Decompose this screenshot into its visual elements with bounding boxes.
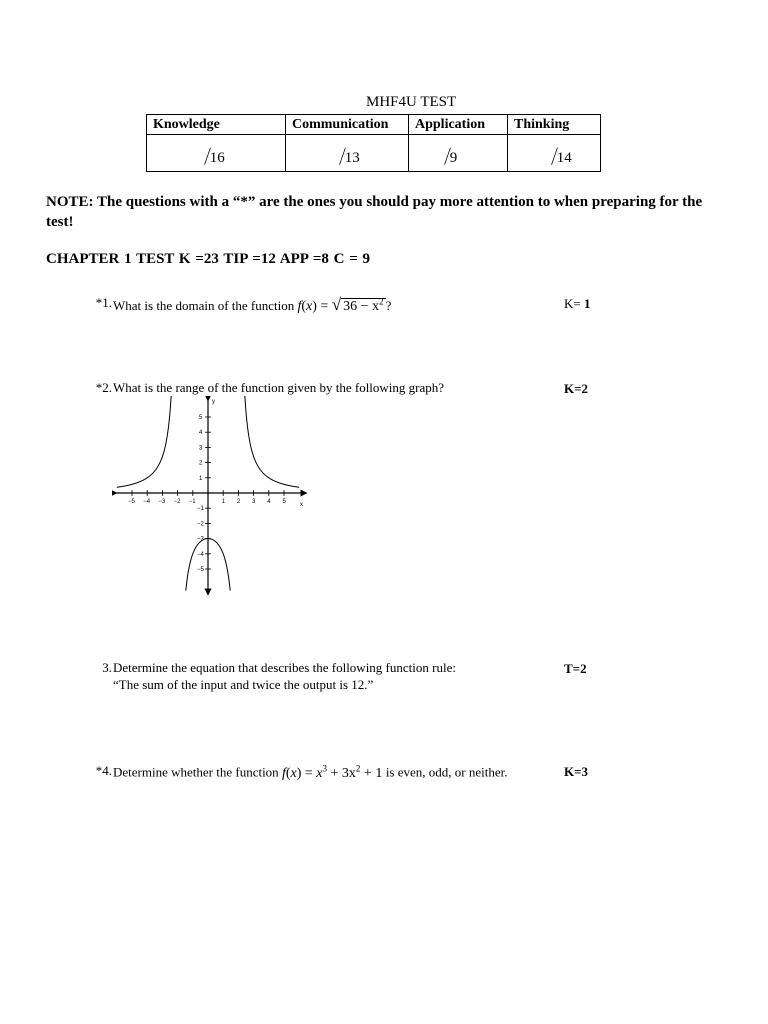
question-text: Determine whether the function xyxy=(113,764,279,780)
study-note: NOTE: The questions with a “*” are the ones you should pay more attention to when preparing for the test! xyxy=(46,194,703,230)
chapter-heading: CHAPTER 1 TEST K =23 TIP =12 APP =8 C = 9 xyxy=(46,251,371,267)
y-tick-label: 5 xyxy=(199,415,203,421)
score-table-totals-row xyxy=(147,135,601,172)
knowledge-total: 16 xyxy=(209,150,225,166)
y-tick-label: −4 xyxy=(197,551,204,558)
question-4-mark: K=3 xyxy=(564,764,589,779)
header-communication: Communication xyxy=(286,115,409,135)
score-table-header-row xyxy=(147,115,601,135)
communication-total: 13 xyxy=(344,150,360,166)
y-tick-label: −5 xyxy=(197,567,204,573)
question-3-mark: T=2 xyxy=(564,661,587,676)
question-text: What is the domain of the function xyxy=(113,298,295,313)
x-axis-label: x xyxy=(300,502,303,508)
question-number: *2. xyxy=(95,380,112,395)
curve-left-branch xyxy=(117,396,171,487)
score-table xyxy=(146,114,601,172)
x-tick-label: −5 xyxy=(128,499,135,505)
question-text-line-2: “The sum of the input and twice the output is 12.” xyxy=(113,677,374,692)
x-tick-label: −3 xyxy=(158,499,166,505)
thinking-total: 14 xyxy=(556,150,572,166)
x-tick-label: −1 xyxy=(188,499,196,505)
curve-right-branch xyxy=(245,396,299,487)
question-1-mark: K= 1 xyxy=(564,296,591,311)
x-tick-label: 2 xyxy=(236,499,241,505)
header-application: Application xyxy=(409,115,508,135)
function-expression: f(x) = √ $36 - x^2$ xyxy=(297,295,384,314)
document-title: MHF4U TEST xyxy=(366,94,457,110)
y-tick-label: −2 xyxy=(197,521,204,528)
question-number: 3. xyxy=(102,660,112,675)
x-tick-label: 1 xyxy=(221,499,226,505)
x-tick-label: 5 xyxy=(282,499,286,505)
x-tick-label: −4 xyxy=(143,499,151,505)
communication-score-cell[interactable]: /13 xyxy=(286,135,409,172)
x-tick-label: 4 xyxy=(267,499,271,505)
axis-ticks xyxy=(128,415,287,573)
y-tick-label: 1 xyxy=(199,475,203,482)
x-tick-label: −2 xyxy=(173,499,181,505)
y-axis-label: y xyxy=(212,399,215,405)
application-total: 9 xyxy=(449,150,458,166)
y-tick-label: 4 xyxy=(199,430,203,437)
function-graph xyxy=(112,396,308,596)
header-thinking: Thinking xyxy=(508,115,601,135)
question-number: *1. xyxy=(95,295,112,310)
question-number: *4. xyxy=(95,763,112,778)
question-text-line-1: Determine the equation that describes the following function rule: xyxy=(113,660,456,675)
y-tick-label: −3 xyxy=(197,536,204,543)
question-text: What is the range of the function given by the following graph? xyxy=(113,380,445,395)
x-tick-label: 3 xyxy=(252,499,256,505)
header-knowledge: Knowledge xyxy=(147,115,286,135)
y-tick-label: −1 xyxy=(197,506,204,513)
thinking-score-cell[interactable]: /14 xyxy=(508,135,601,172)
knowledge-score-cell[interactable]: /16 xyxy=(147,135,286,172)
y-tick-label: 2 xyxy=(199,460,203,467)
question-2-mark: K=2 xyxy=(564,381,589,396)
function-expression: $f(x) = x^3 + 3x^2 + 1$ xyxy=(281,763,383,781)
y-tick-label: 3 xyxy=(199,445,203,452)
application-score-cell[interactable]: /9 xyxy=(409,135,508,172)
